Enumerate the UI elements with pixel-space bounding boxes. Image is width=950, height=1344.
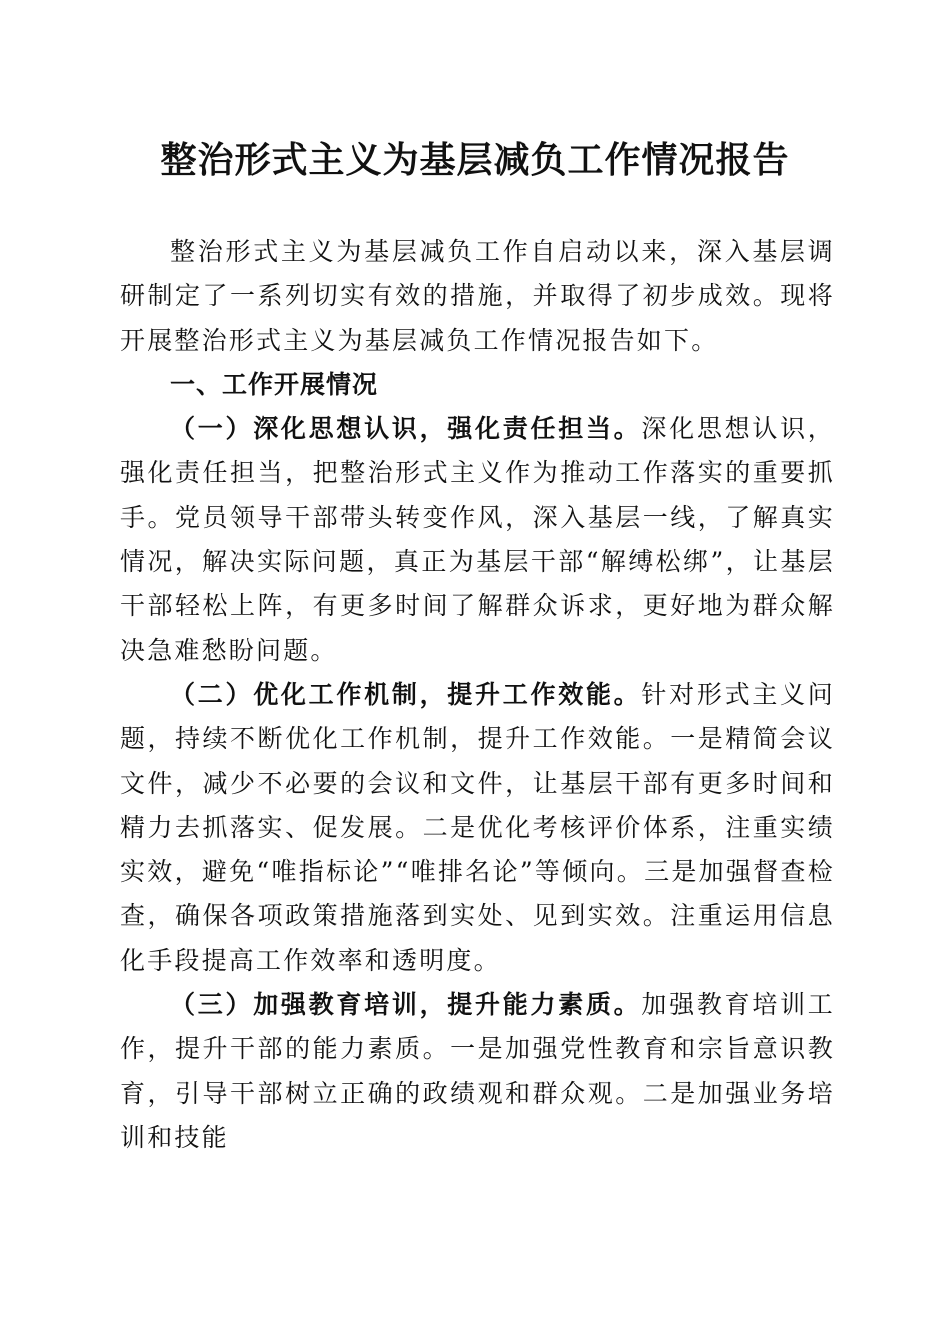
subsection-text-3: 加强教育培训工作，提升干部的能力素质。一是加强党性教育和宗旨意识教育，引导干部树立正确的政绩观和群众观。二是加强业务培训和技能 bbox=[120, 990, 836, 1152]
page-title: 整治形式主义为基层减负工作情况报告 bbox=[160, 139, 790, 181]
subsection-text-2: 针对形式主义问题，持续不断优化工作机制，提升工作效能。一是精简会议文件，减少不必要的会议和文件，让基层干部有更多时间和精力去抓落实、促发展。二是优化考核评价体系，注重实绩实效，避免“唯指标论”“唯排名论”等倾向。三是加强督查检查，确保各项政策措施落到实处、见到实效。注重运用信息化手段提高工作效率和透明度。 bbox=[120, 679, 836, 975]
intro-paragraph: 整治形式主义为基层减负工作自启动以来，深入基层调研制定了一系列切实有效的措施，并取得了初步成效。现将开展整治形式主义为基层减负工作情况报告如下。 bbox=[120, 237, 835, 355]
subsection-title-3: （三）加强教育培训，提升能力素质。 bbox=[170, 990, 642, 1020]
subsection-text-1: 深化思想认识，强化责任担当，把整治形式主义作为推动工作落实的重要抓手。党员领导干部带头转变作风，深入基层一线，了解真实情况，解决实际问题，真正为基层干部“解缚松绑”，让基层干部轻松上阵，有更多时间了解群众诉求，更好地为群众解决急难愁盼问题。 bbox=[120, 414, 836, 665]
subsection-title-2: （二）优化工作机制，提升工作效能。 bbox=[170, 679, 642, 709]
subsection-paragraph-2 bbox=[120, 673, 835, 983]
subsection-paragraph-3 bbox=[120, 983, 835, 1160]
document-body bbox=[120, 230, 835, 1160]
section-heading-1: 一、工作开展情况 bbox=[170, 369, 379, 399]
subsection-paragraph-1 bbox=[120, 407, 835, 673]
subsection-title-1: （一）深化思想认识，强化责任担当。 bbox=[170, 414, 642, 444]
